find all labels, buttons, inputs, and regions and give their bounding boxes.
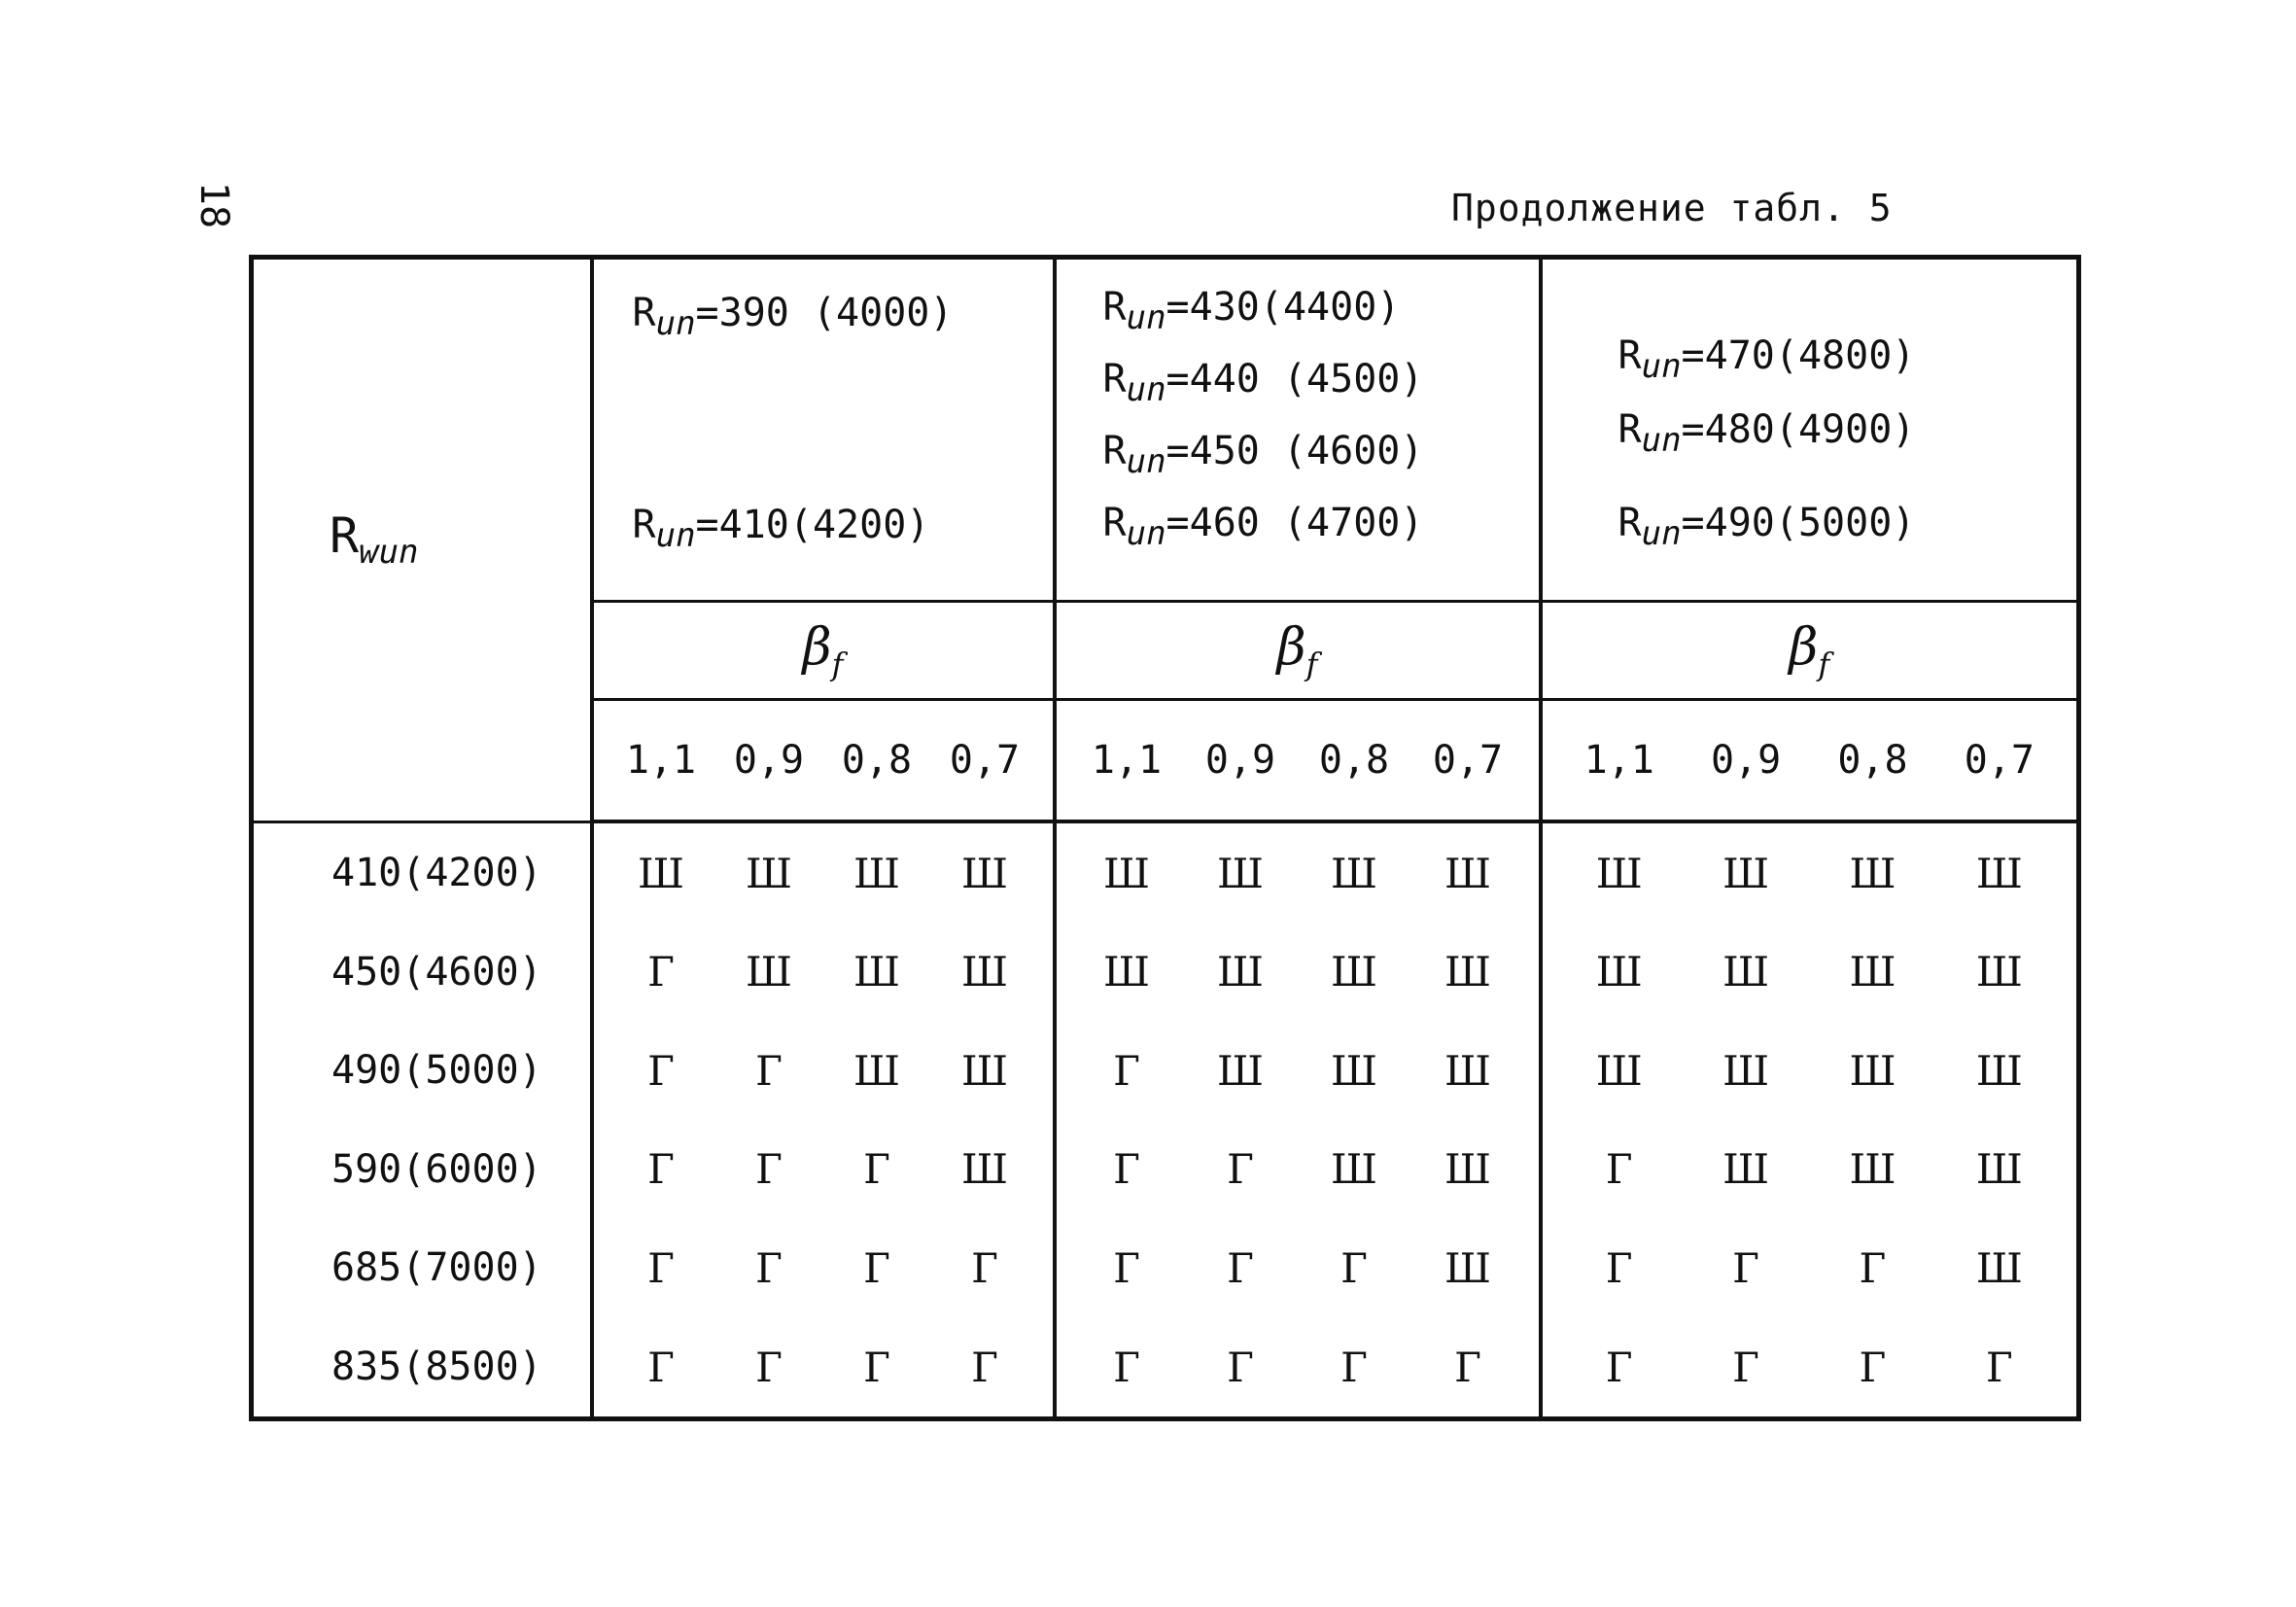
group-2-entry: $R_{un}=440$ (4500) <box>1102 357 1424 409</box>
table-row <box>252 821 2079 923</box>
cell-value: Ш <box>961 948 1008 996</box>
cell-value: Г <box>1340 1243 1368 1292</box>
cell-value: Ш <box>1975 948 2023 996</box>
cell-value: Ш <box>1849 1145 1896 1194</box>
cell-value: Г <box>1227 1343 1254 1391</box>
group-cells-3 <box>1541 1021 2079 1120</box>
cell-value: Ш <box>746 849 792 897</box>
cell-value: Г <box>1605 1343 1633 1391</box>
group-cells-2 <box>1055 1120 1541 1219</box>
cell-value: Ш <box>1331 948 1377 996</box>
cell-value: Ш <box>1217 948 1264 996</box>
group-cells-1 <box>592 821 1055 923</box>
cell-value: Г <box>1113 1343 1140 1391</box>
cell-value: Ш <box>1331 1145 1377 1194</box>
table-caption: Продолжение табл. 5 <box>1451 187 1893 229</box>
cell-value: Г <box>755 1046 783 1095</box>
cell-value: Г <box>647 1145 675 1194</box>
cell-value: Г <box>1859 1243 1887 1292</box>
beta-header-1: $\beta_f$ <box>592 601 1055 700</box>
cell-value: Г <box>1113 1046 1140 1095</box>
cell-value: Г <box>1113 1145 1140 1194</box>
row-label: 835(8500) <box>252 1317 592 1418</box>
cell-value: Г <box>647 948 675 996</box>
group-3-entry: $R_{un}=480(4900)$ <box>1618 407 1916 460</box>
cell-value: Ш <box>961 849 1008 897</box>
row-label: 450(4600) <box>252 923 592 1022</box>
cell-value: Ш <box>1849 849 1896 897</box>
cell-value: Ш <box>746 948 792 996</box>
cell-value: Ш <box>1849 948 1896 996</box>
cell-value: Ш <box>961 1145 1008 1194</box>
group-cells-1 <box>592 1317 1055 1418</box>
cell-value: Ш <box>1217 849 1264 897</box>
cell-value: Г <box>755 1343 783 1391</box>
cell-value: Ш <box>1331 1046 1377 1095</box>
row-label: 490(5000) <box>252 1021 592 1120</box>
page-number: 18 <box>191 181 237 229</box>
cell-value: Ш <box>1595 849 1643 897</box>
cell-value: Ш <box>1722 1145 1770 1194</box>
cell-value: Ш <box>1975 1243 2023 1292</box>
subcolumn-headers-1: 1,1 0,9 0,8 0,7 <box>592 700 1055 822</box>
cell-value: Г <box>755 1145 783 1194</box>
group-3-entry: $R_{un}=470(4800)$ <box>1618 333 1916 386</box>
group-header-1 <box>592 258 1055 602</box>
beta-header-2: $\beta_f$ <box>1055 601 1541 700</box>
cell-value: Г <box>1985 1343 2013 1391</box>
group-cells-2 <box>1055 1317 1541 1418</box>
cell-value: Г <box>863 1343 890 1391</box>
stub-header: $R_{wun}$ <box>252 258 592 822</box>
cell-value: Ш <box>853 948 900 996</box>
cell-value: Ш <box>1595 1046 1643 1095</box>
group-cells-1 <box>592 923 1055 1022</box>
cell-value: Г <box>647 1343 675 1391</box>
group-cells-1 <box>592 1219 1055 1318</box>
group-cells-1 <box>592 1021 1055 1120</box>
cell-value: Г <box>1340 1343 1368 1391</box>
cell-value: Ш <box>1849 1046 1896 1095</box>
cell-value: Ш <box>1722 849 1770 897</box>
group-cells-2 <box>1055 923 1541 1022</box>
table-row <box>252 1120 2079 1219</box>
group-3-entry: $R_{un}=490(5000)$ <box>1618 501 1916 553</box>
cell-value: Ш <box>853 849 900 897</box>
cell-value: Ш <box>1103 849 1150 897</box>
group-1-entry: $R_{un}=390$ (4000) <box>632 291 954 343</box>
cell-value: Ш <box>1331 849 1377 897</box>
cell-value: Ш <box>1444 1243 1491 1292</box>
group-cells-3 <box>1541 923 2079 1022</box>
cell-value: Ш <box>1722 1046 1770 1095</box>
cell-value: Ш <box>1722 948 1770 996</box>
group-cells-1 <box>592 1120 1055 1219</box>
cell-value: Ш <box>1103 948 1150 996</box>
group-2-entry: $R_{un}=460$ (4700) <box>1102 501 1424 553</box>
group-cells-2 <box>1055 821 1541 923</box>
data-table <box>249 255 2081 1421</box>
cell-value: Ш <box>1975 1046 2023 1095</box>
cell-value: Ш <box>1217 1046 1264 1095</box>
cell-value: Г <box>971 1243 998 1292</box>
cell-value: Ш <box>961 1046 1008 1095</box>
group-2-entry: $R_{un}=430(4400)$ <box>1102 285 1401 337</box>
group-cells-3 <box>1541 1120 2079 1219</box>
cell-value: Г <box>1732 1243 1759 1292</box>
table-row <box>252 1317 2079 1418</box>
group-2-entry: $R_{un}=450$ (4600) <box>1102 429 1424 481</box>
cell-value: Ш <box>853 1046 900 1095</box>
cell-value: Ш <box>1595 948 1643 996</box>
cell-value: Г <box>755 1243 783 1292</box>
row-label: 410(4200) <box>252 821 592 923</box>
subcolumn-headers-3: 1,1 0,9 0,8 0,7 <box>1541 700 2079 822</box>
cell-value: Г <box>1859 1343 1887 1391</box>
cell-value: Г <box>1454 1343 1481 1391</box>
cell-value: Ш <box>638 849 684 897</box>
group-1-entry: $R_{un}=410(4200)$ <box>632 503 930 555</box>
cell-value: Г <box>1113 1243 1140 1292</box>
cell-value: Ш <box>1975 1145 2023 1194</box>
cell-value: Г <box>1732 1343 1759 1391</box>
cell-value: Ш <box>1444 1046 1491 1095</box>
cell-value: Г <box>1227 1145 1254 1194</box>
group-header-2 <box>1055 258 1541 602</box>
row-label: 685(7000) <box>252 1219 592 1318</box>
cell-value: Г <box>647 1046 675 1095</box>
cell-value: Г <box>971 1343 998 1391</box>
group-cells-2 <box>1055 1021 1541 1120</box>
cell-value: Ш <box>1444 1145 1491 1194</box>
cell-value: Ш <box>1444 849 1491 897</box>
cell-value: Ш <box>1444 948 1491 996</box>
group-cells-2 <box>1055 1219 1541 1318</box>
group-cells-3 <box>1541 1219 2079 1318</box>
cell-value: Г <box>1605 1145 1633 1194</box>
subcolumn-headers-2: 1,1 0,9 0,8 0,7 <box>1055 700 1541 822</box>
cell-value: Г <box>863 1243 890 1292</box>
cell-value: Г <box>863 1145 890 1194</box>
group-cells-3 <box>1541 1317 2079 1418</box>
beta-header-3: $\beta_f$ <box>1541 601 2079 700</box>
cell-value: Г <box>1227 1243 1254 1292</box>
group-cells-3 <box>1541 821 2079 923</box>
table-row <box>252 923 2079 1022</box>
table-row <box>252 1219 2079 1318</box>
group-header-3 <box>1541 258 2079 602</box>
row-label: 590(6000) <box>252 1120 592 1219</box>
table-row <box>252 1021 2079 1120</box>
cell-value: Г <box>647 1243 675 1292</box>
cell-value: Г <box>1605 1243 1633 1292</box>
cell-value: Ш <box>1975 849 2023 897</box>
